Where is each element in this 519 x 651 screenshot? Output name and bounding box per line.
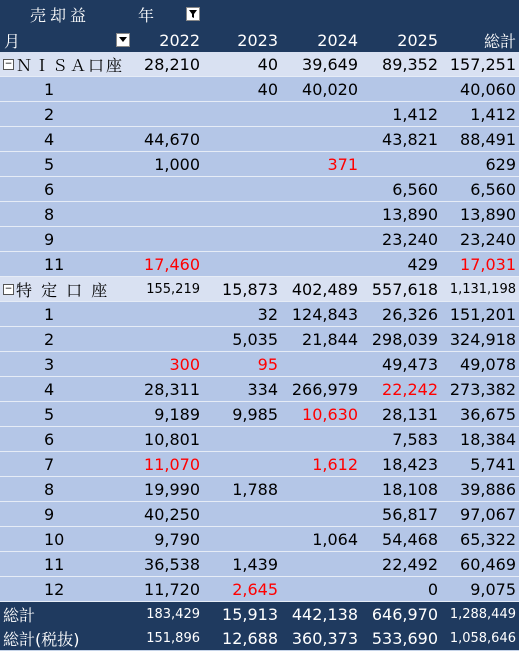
cell-2023 bbox=[200, 202, 278, 226]
cell-2024 bbox=[278, 127, 358, 151]
cell-2022: 11,720 bbox=[144, 579, 200, 599]
cell-2022: 300 bbox=[169, 354, 200, 374]
total-2023: 12,688 bbox=[222, 628, 278, 648]
cell-2022 bbox=[130, 177, 200, 201]
cell-2022: 10,801 bbox=[144, 429, 200, 449]
table-row bbox=[0, 552, 519, 577]
cell-2023: 2,645 bbox=[232, 579, 278, 599]
total-2024: 442,138 bbox=[291, 604, 358, 624]
cell-2025: 43,821 bbox=[382, 129, 438, 149]
group-subtotal-2024: 402,489 bbox=[291, 279, 358, 299]
cell-total: 273,382 bbox=[449, 379, 516, 399]
grand-total-after-tax-row bbox=[0, 626, 519, 650]
month-label: 5 bbox=[44, 404, 55, 424]
table-row bbox=[0, 577, 519, 602]
month-label: 4 bbox=[44, 129, 55, 149]
cell-total: 5,741 bbox=[470, 454, 516, 474]
cell-2025: 22,492 bbox=[382, 554, 438, 574]
cell-total: 13,890 bbox=[460, 204, 516, 224]
column-header-total[interactable]: 総計 bbox=[483, 31, 516, 51]
month-label: 11 bbox=[44, 254, 65, 274]
total-2022: 151,896 bbox=[146, 630, 200, 646]
cell-2025: 28,131 bbox=[382, 404, 438, 424]
row-filter-dropdown[interactable] bbox=[116, 33, 130, 47]
cell-2024: 371 bbox=[327, 154, 358, 174]
month-label: 12 bbox=[44, 579, 65, 599]
total-label: 総計(税抜) bbox=[3, 629, 80, 649]
cell-2024: 1,612 bbox=[312, 454, 358, 474]
group-subtotal-2023: 40 bbox=[257, 54, 278, 74]
cell-2023 bbox=[200, 427, 278, 451]
cell-2023: 9,985 bbox=[232, 404, 278, 424]
cell-2024 bbox=[278, 427, 358, 451]
cell-2024 bbox=[278, 352, 358, 376]
group-label-cell[interactable] bbox=[0, 277, 130, 301]
cell-2023: 5,035 bbox=[232, 329, 278, 349]
cell-total: 23,240 bbox=[460, 229, 516, 249]
cell-2023: 95 bbox=[257, 354, 278, 374]
cell-2023 bbox=[200, 127, 278, 151]
cell-2025: 22,242 bbox=[382, 379, 438, 399]
month-label: 10 bbox=[44, 529, 65, 549]
column-header-2022[interactable]: 2022 bbox=[159, 30, 200, 50]
cell-2022: 9,790 bbox=[154, 529, 200, 549]
table-row bbox=[0, 177, 519, 202]
cell-2022 bbox=[130, 302, 200, 326]
cell-2022: 40,250 bbox=[144, 504, 200, 524]
cell-2024: 266,979 bbox=[291, 379, 358, 399]
cell-2025: 7,583 bbox=[392, 429, 438, 449]
total-2023: 15,913 bbox=[222, 604, 278, 624]
cell-2022 bbox=[130, 77, 200, 101]
table-row bbox=[0, 527, 519, 552]
cell-2025: 13,890 bbox=[382, 204, 438, 224]
cell-2023 bbox=[200, 452, 278, 476]
chevron-down-icon bbox=[119, 37, 127, 43]
cell-2025: 6,560 bbox=[392, 179, 438, 199]
table-row bbox=[0, 227, 519, 252]
month-label: 9 bbox=[44, 229, 55, 249]
cell-total: 40,060 bbox=[460, 79, 516, 99]
month-label: 8 bbox=[44, 204, 55, 224]
cell-2025 bbox=[358, 152, 438, 176]
table-row bbox=[0, 127, 519, 152]
month-label: 2 bbox=[44, 329, 55, 349]
month-label: 4 bbox=[44, 379, 55, 399]
cell-2023: 40 bbox=[257, 79, 278, 99]
group-subtotal-2022: 28,210 bbox=[144, 54, 200, 74]
group-subtotal-2025: 89,352 bbox=[382, 54, 438, 74]
filter-icon bbox=[188, 9, 198, 19]
cell-2024 bbox=[278, 102, 358, 126]
table-row bbox=[0, 202, 519, 227]
table-row bbox=[0, 502, 519, 527]
cell-2022: 1,000 bbox=[154, 154, 200, 174]
group-subtotal-2022: 155,219 bbox=[146, 281, 200, 297]
column-header-2024[interactable]: 2024 bbox=[317, 30, 358, 50]
total-2025: 646,970 bbox=[371, 604, 438, 624]
cell-2024 bbox=[278, 252, 358, 276]
cell-2022: 44,670 bbox=[144, 129, 200, 149]
cell-2023: 32 bbox=[257, 304, 278, 324]
group-subtotal-2023: 15,873 bbox=[222, 279, 278, 299]
table-row bbox=[0, 77, 519, 102]
cell-2025: 49,473 bbox=[382, 354, 438, 374]
month-label: 3 bbox=[44, 354, 55, 374]
cell-2022: 9,189 bbox=[154, 404, 200, 424]
cell-2024: 21,844 bbox=[302, 329, 358, 349]
cell-2024 bbox=[278, 552, 358, 576]
cell-2022: 28,311 bbox=[144, 379, 200, 399]
cell-2025: 429 bbox=[407, 254, 438, 274]
cell-total: 88,491 bbox=[460, 129, 516, 149]
column-filter-dropdown[interactable] bbox=[186, 7, 200, 21]
group-label-cell[interactable] bbox=[0, 52, 130, 76]
table-row bbox=[0, 327, 519, 352]
total-2022: 183,429 bbox=[146, 606, 200, 622]
cell-2025: 18,423 bbox=[382, 454, 438, 474]
table-row bbox=[0, 452, 519, 477]
cell-2022 bbox=[130, 227, 200, 251]
month-label: 2 bbox=[44, 104, 55, 124]
cell-2022: 36,538 bbox=[144, 554, 200, 574]
month-label: 9 bbox=[44, 504, 55, 524]
pivot-value-field-label: 売却益 bbox=[30, 5, 91, 25]
cell-2024 bbox=[278, 477, 358, 501]
month-label: 5 bbox=[44, 154, 55, 174]
cell-total: 97,067 bbox=[460, 504, 516, 524]
column-field-label: 年 bbox=[138, 5, 155, 25]
cell-2025: 26,326 bbox=[382, 304, 438, 324]
cell-2024 bbox=[278, 177, 358, 201]
grand-total-row bbox=[0, 602, 519, 626]
cell-2023 bbox=[200, 177, 278, 201]
collapse-icon[interactable]: − bbox=[4, 283, 13, 294]
table-row bbox=[0, 352, 519, 377]
cell-2022: 17,460 bbox=[144, 254, 200, 274]
month-label: 1 bbox=[44, 79, 55, 99]
cell-total: 151,201 bbox=[449, 304, 516, 324]
cell-2025: 1,412 bbox=[392, 104, 438, 124]
cell-2023 bbox=[200, 527, 278, 551]
total-2024: 360,373 bbox=[291, 628, 358, 648]
month-label: 1 bbox=[44, 304, 55, 324]
cell-2024 bbox=[278, 202, 358, 226]
table-row bbox=[0, 402, 519, 427]
cell-2024 bbox=[278, 577, 358, 601]
group-label: ＮＩＳＡ口座 bbox=[16, 55, 125, 75]
pivot-header-title-row bbox=[0, 0, 519, 28]
cell-2023: 1,788 bbox=[232, 479, 278, 499]
group-subtotal-total: 157,251 bbox=[449, 54, 516, 74]
cell-2024: 1,064 bbox=[312, 529, 358, 549]
cell-2025: 298,039 bbox=[371, 329, 438, 349]
cell-2024 bbox=[278, 502, 358, 526]
total-total: 1,288,449 bbox=[449, 606, 516, 622]
total-total: 1,058,646 bbox=[449, 630, 516, 646]
cell-2023 bbox=[200, 252, 278, 276]
cell-total: 65,322 bbox=[460, 529, 516, 549]
cell-2024: 40,020 bbox=[302, 79, 358, 99]
table-row bbox=[0, 152, 519, 177]
cell-total: 18,384 bbox=[460, 429, 516, 449]
table-row bbox=[0, 377, 519, 402]
cell-2022: 19,990 bbox=[144, 479, 200, 499]
table-row bbox=[0, 477, 519, 502]
cell-2025: 54,468 bbox=[382, 529, 438, 549]
group-subtotal-2024: 39,649 bbox=[302, 54, 358, 74]
cell-total: 49,078 bbox=[460, 354, 516, 374]
cell-2024: 10,630 bbox=[302, 404, 358, 424]
cell-total: 6,560 bbox=[470, 179, 516, 199]
cell-2025 bbox=[358, 77, 438, 101]
cell-2022 bbox=[130, 102, 200, 126]
month-label: 7 bbox=[44, 454, 55, 474]
cell-2022: 11,070 bbox=[144, 454, 200, 474]
group-subtotal-total: 1,131,198 bbox=[449, 281, 516, 297]
cell-total: 36,675 bbox=[460, 404, 516, 424]
row-field-label: 月 bbox=[4, 31, 21, 51]
cell-2025: 23,240 bbox=[382, 229, 438, 249]
month-label: 6 bbox=[44, 179, 55, 199]
pivot-column-header-row bbox=[0, 28, 519, 52]
cell-total: 629 bbox=[485, 154, 516, 174]
group-row bbox=[0, 52, 519, 77]
table-row bbox=[0, 302, 519, 327]
cell-2023 bbox=[200, 152, 278, 176]
collapse-icon[interactable]: − bbox=[4, 58, 13, 69]
cell-2024: 124,843 bbox=[291, 304, 358, 324]
total-2025: 533,690 bbox=[371, 628, 438, 648]
cell-total: 17,031 bbox=[460, 254, 516, 274]
cell-2024 bbox=[278, 227, 358, 251]
cell-2022 bbox=[130, 202, 200, 226]
column-header-2025[interactable]: 2025 bbox=[397, 30, 438, 50]
month-label: 6 bbox=[44, 429, 55, 449]
cell-2025: 0 bbox=[427, 579, 438, 599]
cell-total: 1,412 bbox=[470, 104, 516, 124]
month-label: 8 bbox=[44, 479, 55, 499]
cell-2023 bbox=[200, 102, 278, 126]
cell-total: 39,886 bbox=[460, 479, 516, 499]
table-row bbox=[0, 427, 519, 452]
cell-2023 bbox=[200, 227, 278, 251]
table-row bbox=[0, 102, 519, 127]
cell-2023: 334 bbox=[247, 379, 278, 399]
group-label: 特 定 口 座 bbox=[16, 280, 110, 300]
table-row bbox=[0, 252, 519, 277]
cell-2025: 56,817 bbox=[382, 504, 438, 524]
cell-total: 60,469 bbox=[460, 554, 516, 574]
group-row bbox=[0, 277, 519, 302]
cell-2022 bbox=[130, 327, 200, 351]
group-subtotal-2025: 557,618 bbox=[371, 279, 438, 299]
cell-2023: 1,439 bbox=[232, 554, 278, 574]
cell-2023 bbox=[200, 502, 278, 526]
cell-2025: 18,108 bbox=[382, 479, 438, 499]
cell-total: 9,075 bbox=[470, 579, 516, 599]
cell-total: 324,918 bbox=[449, 329, 516, 349]
total-label: 総計 bbox=[3, 605, 36, 625]
column-header-2023[interactable]: 2023 bbox=[237, 30, 278, 50]
month-label: 11 bbox=[44, 554, 65, 574]
